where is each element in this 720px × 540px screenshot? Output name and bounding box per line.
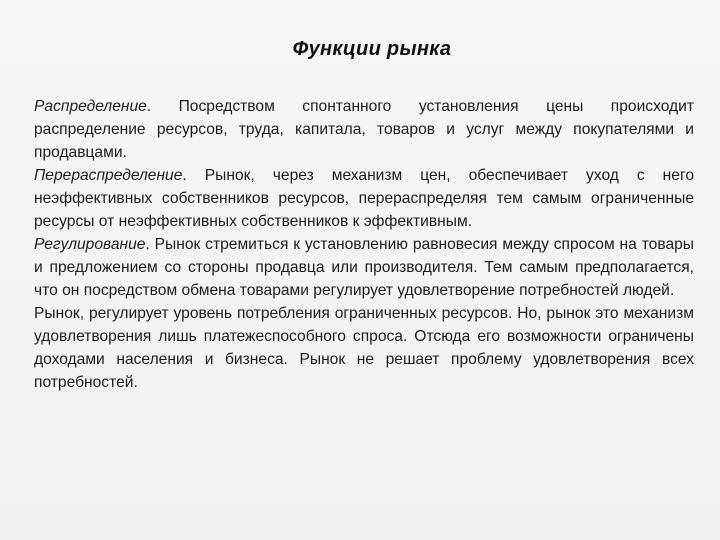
paragraph-consumption-text: Рынок, регулирует уровень потребления ограниченных ресурсов. Но, рынок это механизм удовлетворения лишь платежеспособного спроса. Отсюда его возможности ограничены доходами населения и бизнеса. Рынок не решает проблему удовлетворения всех потребностей. [34,305,694,391]
paragraph-regulation [34,233,694,302]
paragraph-regulation-text: . Рынок стремиться к установлению равновесия между спросом на товары и предложением со стороны продавца или производителя. Тем самым предполагается, что он посредством обмена товарами регулирует удовлетворение потребностей людей. [34,236,694,299]
slide-title: Функции рынка [292,38,452,60]
term-regulation: Регулирование [34,236,146,253]
paragraph-distribution [34,95,694,164]
paragraph-distribution-text: . Посредством спонтанного установления цены происходит распределение ресурсов, труда, капитала, товаров и услуг между покупателями и продавцами. [34,98,694,161]
term-redistribution: Перераспределение [34,167,183,184]
paragraph-consumption [34,302,694,394]
slide-body [34,95,694,394]
paragraph-redistribution-text: . Рынок, через механизм цен, обеспечивает уход с него неэффективных собственников ресурсов, перераспределяя тем самым ограниченные ресурсы от неэффективных собственников к эффективным. [34,167,694,230]
paragraph-redistribution [34,164,694,233]
term-distribution: Распределение [34,98,147,115]
